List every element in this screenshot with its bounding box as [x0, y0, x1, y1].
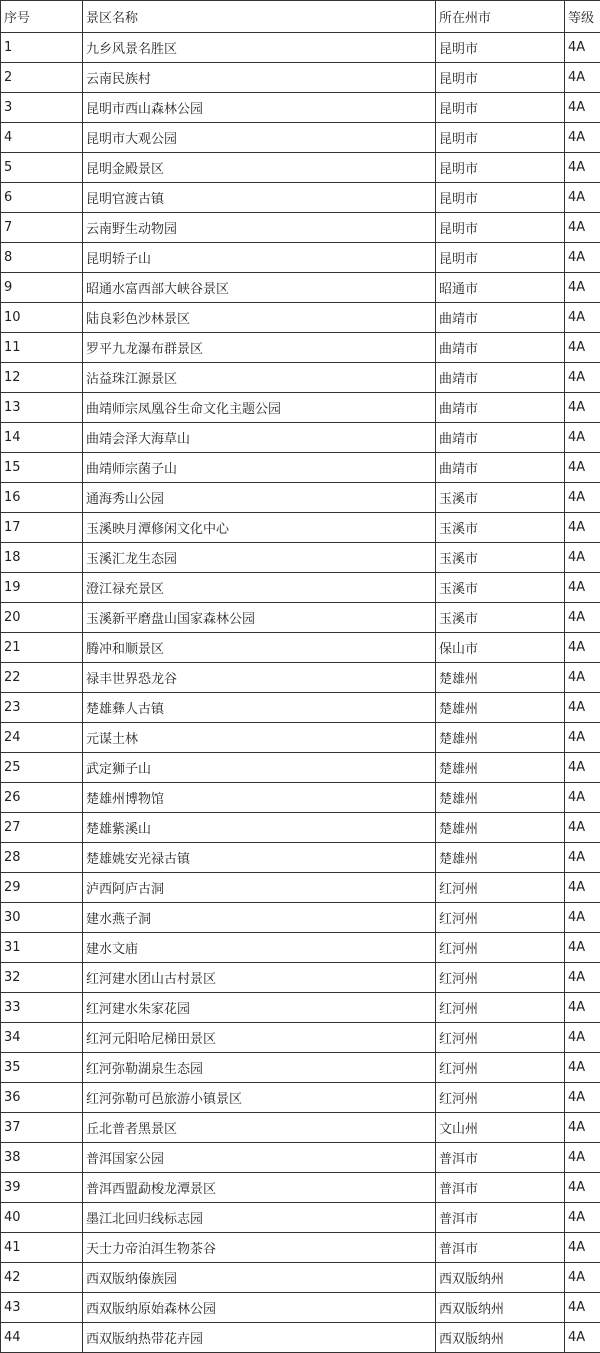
cell-grade: 4A [565, 273, 600, 303]
table-row [1, 363, 600, 393]
cell-scenic-name: 九乡风景名胜区 [83, 33, 436, 63]
cell-index: 36 [1, 1083, 83, 1113]
cell-city: 昆明市 [436, 153, 565, 183]
cell-grade: 4A [565, 903, 600, 933]
cell-grade: 4A [565, 693, 600, 723]
cell-scenic-name: 丘北普者黑景区 [83, 1113, 436, 1143]
cell-grade: 4A [565, 993, 600, 1023]
cell-grade: 4A [565, 963, 600, 993]
cell-scenic-name: 楚雄州博物馆 [83, 783, 436, 813]
cell-scenic-name: 西双版纳原始森林公园 [83, 1293, 436, 1323]
cell-grade: 4A [565, 483, 600, 513]
table-row [1, 993, 600, 1023]
table-row [1, 213, 600, 243]
cell-city: 保山市 [436, 633, 565, 663]
cell-grade: 4A [565, 243, 600, 273]
cell-grade: 4A [565, 573, 600, 603]
cell-city: 玉溪市 [436, 513, 565, 543]
header-city: 所在州市 [436, 1, 565, 33]
cell-city: 楚雄州 [436, 843, 565, 873]
cell-index: 38 [1, 1143, 83, 1173]
cell-grade: 4A [565, 33, 600, 63]
table-row [1, 93, 600, 123]
table-row [1, 123, 600, 153]
cell-scenic-name: 昆明轿子山 [83, 243, 436, 273]
cell-index: 4 [1, 123, 83, 153]
table-row [1, 393, 600, 423]
cell-city: 西双版纳州 [436, 1293, 565, 1323]
cell-index: 28 [1, 843, 83, 873]
cell-city: 红河州 [436, 993, 565, 1023]
cell-grade: 4A [565, 783, 600, 813]
cell-grade: 4A [565, 1113, 600, 1143]
table-row [1, 903, 600, 933]
table-row [1, 183, 600, 213]
cell-scenic-name: 西双版纳傣族园 [83, 1263, 436, 1293]
cell-scenic-name: 建水文庙 [83, 933, 436, 963]
cell-scenic-name: 罗平九龙瀑布群景区 [83, 333, 436, 363]
cell-grade: 4A [565, 333, 600, 363]
cell-city: 楚雄州 [436, 693, 565, 723]
cell-city: 楚雄州 [436, 663, 565, 693]
cell-city: 昭通市 [436, 273, 565, 303]
cell-scenic-name: 普洱西盟勐梭龙潭景区 [83, 1173, 436, 1203]
cell-index: 21 [1, 633, 83, 663]
cell-grade: 4A [565, 753, 600, 783]
cell-city: 玉溪市 [436, 603, 565, 633]
cell-index: 11 [1, 333, 83, 363]
cell-grade: 4A [565, 843, 600, 873]
cell-city: 普洱市 [436, 1203, 565, 1233]
cell-scenic-name: 红河建水团山古村景区 [83, 963, 436, 993]
cell-grade: 4A [565, 1053, 600, 1083]
table-row [1, 1263, 600, 1293]
cell-index: 14 [1, 423, 83, 453]
cell-city: 曲靖市 [436, 363, 565, 393]
cell-city: 红河州 [436, 873, 565, 903]
table-body [1, 33, 600, 1353]
cell-index: 37 [1, 1113, 83, 1143]
cell-scenic-name: 楚雄姚安光禄古镇 [83, 843, 436, 873]
table-row [1, 1053, 600, 1083]
header-index: 序号 [1, 1, 83, 33]
cell-grade: 4A [565, 1233, 600, 1263]
table-row [1, 933, 600, 963]
cell-scenic-name: 陆良彩色沙林景区 [83, 303, 436, 333]
cell-scenic-name: 云南民族村 [83, 63, 436, 93]
table-row [1, 693, 600, 723]
cell-scenic-name: 通海秀山公园 [83, 483, 436, 513]
cell-scenic-name: 曲靖会泽大海草山 [83, 423, 436, 453]
table-row [1, 543, 600, 573]
cell-index: 41 [1, 1233, 83, 1263]
cell-grade: 4A [565, 873, 600, 903]
cell-city: 普洱市 [436, 1143, 565, 1173]
cell-index: 27 [1, 813, 83, 843]
cell-grade: 4A [565, 303, 600, 333]
table-row [1, 603, 600, 633]
cell-city: 昆明市 [436, 213, 565, 243]
cell-index: 30 [1, 903, 83, 933]
table-row [1, 843, 600, 873]
cell-grade: 4A [565, 363, 600, 393]
cell-index: 12 [1, 363, 83, 393]
cell-scenic-name: 楚雄彝人古镇 [83, 693, 436, 723]
table-row [1, 483, 600, 513]
cell-city: 昆明市 [436, 123, 565, 153]
cell-city: 普洱市 [436, 1233, 565, 1263]
cell-grade: 4A [565, 93, 600, 123]
cell-index: 5 [1, 153, 83, 183]
cell-index: 13 [1, 393, 83, 423]
cell-city: 楚雄州 [436, 813, 565, 843]
cell-city: 楚雄州 [436, 783, 565, 813]
table-row [1, 303, 600, 333]
cell-city: 西双版纳州 [436, 1323, 565, 1353]
table-row [1, 273, 600, 303]
cell-city: 普洱市 [436, 1173, 565, 1203]
cell-city: 昆明市 [436, 33, 565, 63]
table-row [1, 33, 600, 63]
cell-index: 43 [1, 1293, 83, 1323]
cell-index: 26 [1, 783, 83, 813]
cell-grade: 4A [565, 153, 600, 183]
table-row [1, 423, 600, 453]
cell-city: 红河州 [436, 933, 565, 963]
table-row [1, 1173, 600, 1203]
table-row [1, 753, 600, 783]
table-row [1, 1323, 600, 1353]
header-scenic-name: 景区名称 [83, 1, 436, 33]
cell-scenic-name: 曲靖师宗凤凰谷生命文化主题公园 [83, 393, 436, 423]
cell-index: 33 [1, 993, 83, 1023]
table-row [1, 813, 600, 843]
cell-index: 19 [1, 573, 83, 603]
cell-index: 15 [1, 453, 83, 483]
cell-index: 32 [1, 963, 83, 993]
cell-city: 曲靖市 [436, 303, 565, 333]
cell-city: 昆明市 [436, 63, 565, 93]
cell-city: 红河州 [436, 1023, 565, 1053]
cell-index: 39 [1, 1173, 83, 1203]
table-row [1, 723, 600, 753]
cell-grade: 4A [565, 543, 600, 573]
cell-grade: 4A [565, 213, 600, 243]
table-row [1, 1083, 600, 1113]
cell-scenic-name: 玉溪新平磨盘山国家森林公园 [83, 603, 436, 633]
cell-index: 24 [1, 723, 83, 753]
cell-index: 17 [1, 513, 83, 543]
table-row [1, 1113, 600, 1143]
cell-city: 曲靖市 [436, 453, 565, 483]
cell-index: 20 [1, 603, 83, 633]
cell-index: 22 [1, 663, 83, 693]
cell-grade: 4A [565, 1203, 600, 1233]
cell-index: 6 [1, 183, 83, 213]
cell-index: 2 [1, 63, 83, 93]
cell-grade: 4A [565, 813, 600, 843]
table-row [1, 63, 600, 93]
table-row [1, 633, 600, 663]
cell-scenic-name: 昆明市西山森林公园 [83, 93, 436, 123]
cell-city: 玉溪市 [436, 483, 565, 513]
cell-scenic-name: 红河弥勒湖泉生态园 [83, 1053, 436, 1083]
cell-scenic-name: 普洱国家公园 [83, 1143, 436, 1173]
cell-scenic-name: 沾益珠江源景区 [83, 363, 436, 393]
cell-city: 曲靖市 [436, 423, 565, 453]
cell-scenic-name: 武定狮子山 [83, 753, 436, 783]
cell-grade: 4A [565, 423, 600, 453]
cell-index: 34 [1, 1023, 83, 1053]
cell-scenic-name: 昭通水富西部大峡谷景区 [83, 273, 436, 303]
cell-grade: 4A [565, 453, 600, 483]
cell-scenic-name: 昆明金殿景区 [83, 153, 436, 183]
cell-city: 曲靖市 [436, 333, 565, 363]
table-row [1, 243, 600, 273]
cell-grade: 4A [565, 603, 600, 633]
table-row [1, 333, 600, 363]
cell-grade: 4A [565, 723, 600, 753]
cell-index: 3 [1, 93, 83, 123]
cell-grade: 4A [565, 633, 600, 663]
cell-scenic-name: 红河建水朱家花园 [83, 993, 436, 1023]
table-row [1, 1023, 600, 1053]
cell-grade: 4A [565, 663, 600, 693]
table-row [1, 663, 600, 693]
cell-city: 楚雄州 [436, 753, 565, 783]
table-row [1, 1233, 600, 1263]
table-row [1, 573, 600, 603]
cell-city: 昆明市 [436, 183, 565, 213]
cell-scenic-name: 玉溪映月潭修闲文化中心 [83, 513, 436, 543]
table-row [1, 1143, 600, 1173]
cell-city: 红河州 [436, 903, 565, 933]
cell-scenic-name: 西双版纳热带花卉园 [83, 1323, 436, 1353]
cell-grade: 4A [565, 933, 600, 963]
cell-scenic-name: 红河元阳哈尼梯田景区 [83, 1023, 436, 1053]
cell-city: 昆明市 [436, 243, 565, 273]
cell-scenic-name: 澄江禄充景区 [83, 573, 436, 603]
cell-grade: 4A [565, 1263, 600, 1293]
cell-index: 23 [1, 693, 83, 723]
cell-scenic-name: 云南野生动物园 [83, 213, 436, 243]
cell-scenic-name: 元谋土林 [83, 723, 436, 753]
cell-scenic-name: 腾冲和顺景区 [83, 633, 436, 663]
cell-grade: 4A [565, 393, 600, 423]
cell-index: 7 [1, 213, 83, 243]
cell-city: 曲靖市 [436, 393, 565, 423]
cell-city: 玉溪市 [436, 573, 565, 603]
cell-city: 楚雄州 [436, 723, 565, 753]
cell-grade: 4A [565, 1173, 600, 1203]
cell-index: 10 [1, 303, 83, 333]
cell-grade: 4A [565, 1143, 600, 1173]
cell-index: 29 [1, 873, 83, 903]
cell-scenic-name: 曲靖师宗菌子山 [83, 453, 436, 483]
cell-city: 红河州 [436, 1083, 565, 1113]
cell-scenic-name: 昆明官渡古镇 [83, 183, 436, 213]
cell-index: 35 [1, 1053, 83, 1083]
cell-index: 31 [1, 933, 83, 963]
header-grade: 等级 [565, 1, 600, 33]
cell-scenic-name: 泸西阿庐古洞 [83, 873, 436, 903]
cell-index: 16 [1, 483, 83, 513]
cell-index: 25 [1, 753, 83, 783]
cell-grade: 4A [565, 1293, 600, 1323]
cell-index: 18 [1, 543, 83, 573]
table-row [1, 153, 600, 183]
cell-index: 44 [1, 1323, 83, 1353]
cell-grade: 4A [565, 1083, 600, 1113]
cell-city: 西双版纳州 [436, 1263, 565, 1293]
cell-city: 昆明市 [436, 93, 565, 123]
cell-grade: 4A [565, 123, 600, 153]
cell-scenic-name: 红河弥勒可邑旅游小镇景区 [83, 1083, 436, 1113]
cell-city: 玉溪市 [436, 543, 565, 573]
cell-grade: 4A [565, 513, 600, 543]
cell-city: 红河州 [436, 963, 565, 993]
cell-city: 文山州 [436, 1113, 565, 1143]
cell-scenic-name: 昆明市大观公园 [83, 123, 436, 153]
cell-index: 42 [1, 1263, 83, 1293]
cell-grade: 4A [565, 1323, 600, 1353]
table-row [1, 1293, 600, 1323]
table-row [1, 783, 600, 813]
cell-index: 9 [1, 273, 83, 303]
table-row [1, 453, 600, 483]
table-row [1, 963, 600, 993]
cell-grade: 4A [565, 1023, 600, 1053]
cell-grade: 4A [565, 183, 600, 213]
table-row [1, 1203, 600, 1233]
cell-index: 8 [1, 243, 83, 273]
cell-index: 40 [1, 1203, 83, 1233]
cell-grade: 4A [565, 63, 600, 93]
table-row [1, 513, 600, 543]
cell-scenic-name: 墨江北回归线标志园 [83, 1203, 436, 1233]
cell-city: 红河州 [436, 1053, 565, 1083]
cell-scenic-name: 天士力帝泊洱生物茶谷 [83, 1233, 436, 1263]
cell-scenic-name: 玉溪汇龙生态园 [83, 543, 436, 573]
table-row [1, 873, 600, 903]
cell-scenic-name: 建水燕子洞 [83, 903, 436, 933]
cell-scenic-name: 禄丰世界恐龙谷 [83, 663, 436, 693]
cell-index: 1 [1, 33, 83, 63]
cell-scenic-name: 楚雄紫溪山 [83, 813, 436, 843]
table-header-row [1, 1, 600, 33]
